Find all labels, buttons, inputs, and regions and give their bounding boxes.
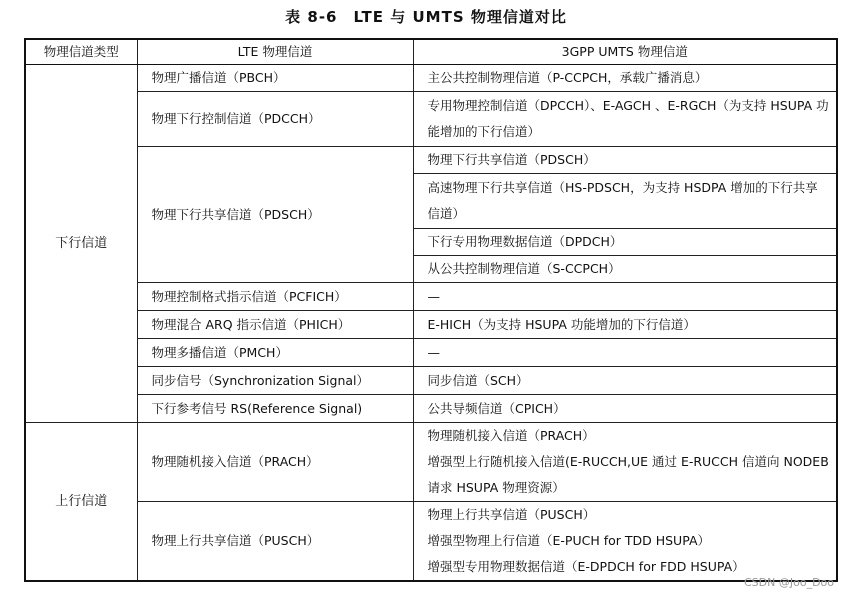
umts-cell: 从公共控制物理信道（S-CCPCH） [413,256,837,283]
umts-cell: 物理下行共享信道（PDSCH） [413,147,837,174]
umts-cell [413,449,837,502]
lte-cell: 物理广播信道（PBCH） [137,65,413,92]
table-title: 表 8-6 LTE 与 UMTS 物理信道对比 [285,8,567,26]
lte-cell: 物理随机接入信道（PRACH） [137,423,413,502]
table-row [25,311,837,339]
umts-cell: 物理上行共享信道（PUSCH） [413,502,837,529]
umts-cell: E-HICH（为支持 HSUPA 功能增加的下行信道） [413,311,837,339]
umts-cell [413,174,837,229]
table-row [25,395,837,423]
table-row [25,423,837,450]
watermark: CSDN @Joo_Doo [744,576,834,589]
umts-text: 高速物理下行共享信道（HS-PDSCH，为支持 HSDPA 增加的下行共享信道） [427,180,818,221]
lte-cell: 物理混合 ARQ 指示信道（PHICH） [137,311,413,339]
header-umts: 3GPP UMTS 物理信道 [413,39,837,65]
table-row [25,147,837,174]
category-downlink: 下行信道 [25,65,137,423]
umts-cell: 下行专用物理数据信道（DPDCH） [413,229,837,256]
lte-cell: 物理下行共享信道（PDSCH） [137,147,413,283]
lte-cell: 物理控制格式指示信道（PCFICH） [137,283,413,311]
umts-cell: 主公共控制物理信道（P-CCPCH，承载广播消息） [413,65,837,92]
lte-cell: 物理下行控制信道（PDCCH） [137,92,413,147]
umts-cell: 公共导频信道（CPICH） [413,395,837,423]
umts-text: 增强型上行随机接入信道(E-RUCCH,UE 通过 E-RUCCH 信道向 NODEB 请求 HSUPA 物理资源） [427,454,829,495]
lte-cell: 物理上行共享信道（PUSCH） [137,502,413,582]
header-lte: LTE 物理信道 [137,39,413,65]
table-row [25,65,837,92]
umts-cell [413,92,837,147]
channel-comparison-table [24,38,838,582]
category-uplink: 上行信道 [25,423,137,582]
table-row [25,502,837,529]
umts-cell: 增强型物理上行信道（E-PUCH for TDD HSUPA） [413,528,837,554]
umts-cell: — [413,283,837,311]
table-row [25,339,837,367]
table-row [25,92,837,147]
table-row [25,283,837,311]
lte-cell: 物理多播信道（PMCH） [137,339,413,367]
umts-cell: 同步信道（SCH） [413,367,837,395]
lte-cell: 下行参考信号 RS(Reference Signal) [137,395,413,423]
header-row [25,39,837,65]
table-row [25,367,837,395]
umts-cell: 增强型专用物理数据信道（E-DPDCH for FDD HSUPA） [413,554,837,581]
umts-cell: 物理随机接入信道（PRACH） [413,423,837,450]
umts-text: 专用物理控制信道（DPCCH）、E-AGCH 、E-RGCH（为支持 HSUPA 功能增加的下行信道） [427,98,829,139]
header-category: 物理信道类型 [25,39,137,65]
lte-cell: 同步信号（Synchronization Signal） [137,367,413,395]
umts-cell: — [413,339,837,367]
